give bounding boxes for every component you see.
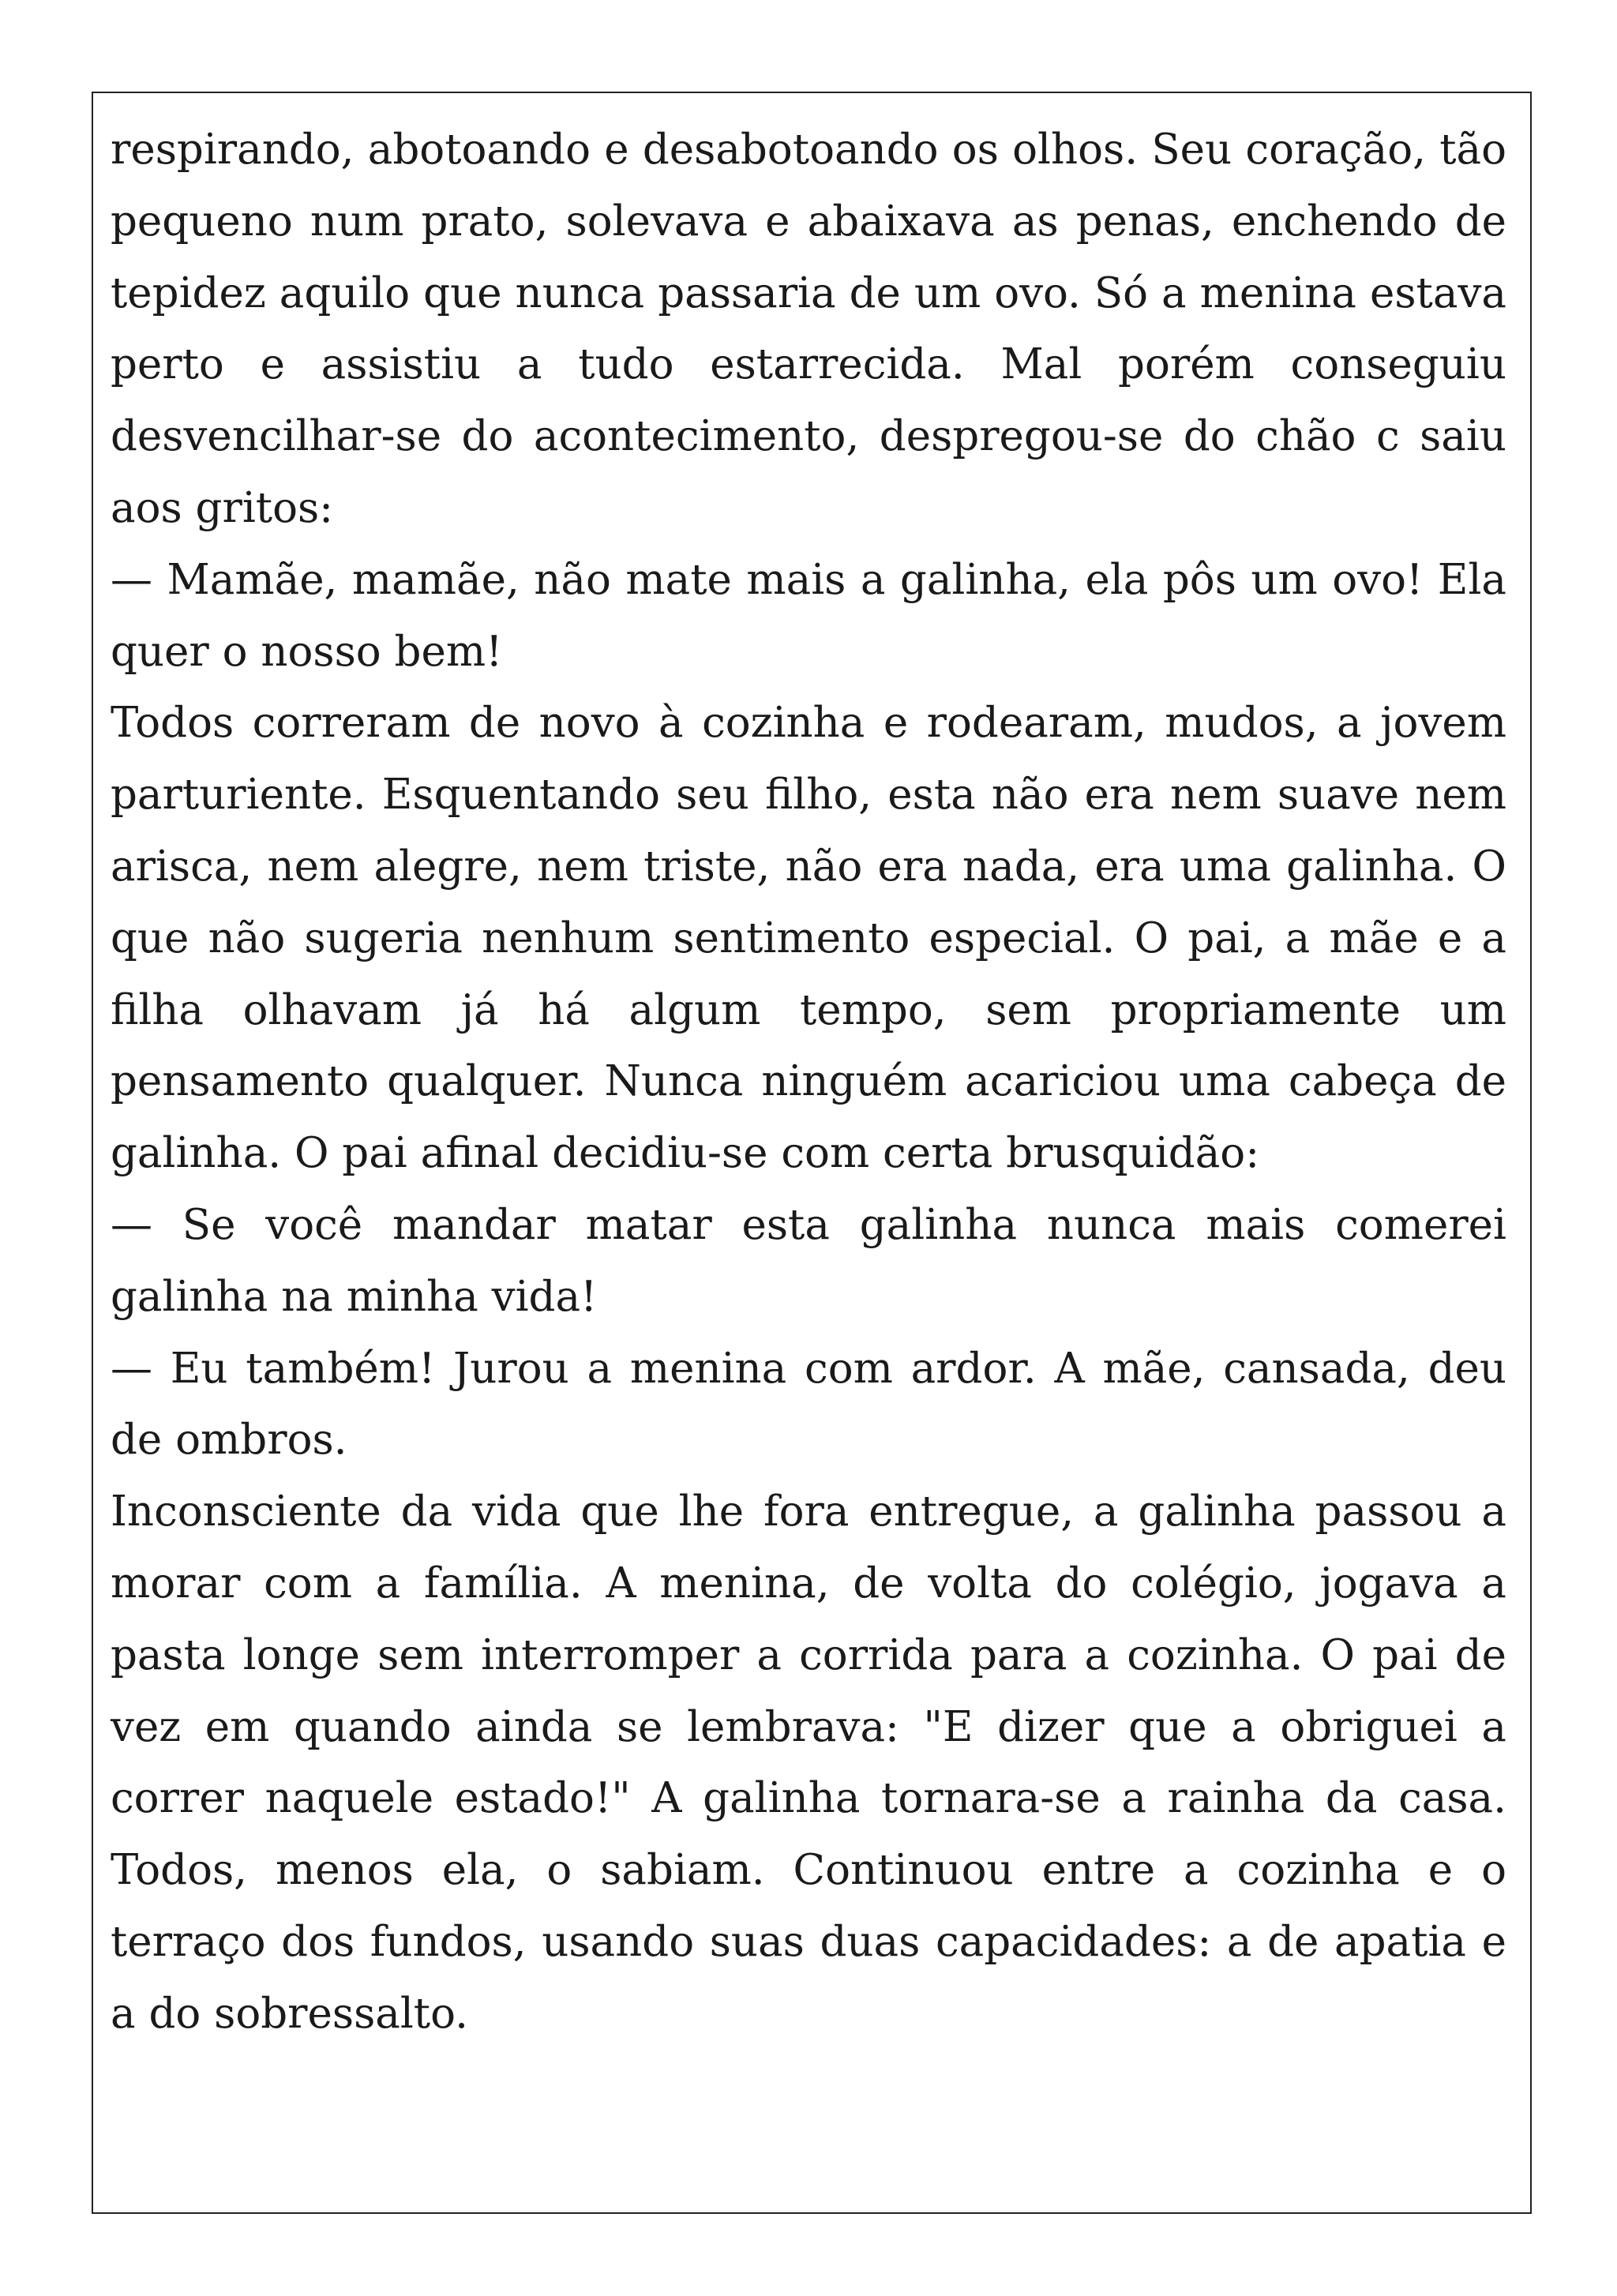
paragraph: — Eu também! Jurou a menina com ardor. A mãe, cansada, deu de ombros.	[111, 1344, 1506, 1465]
paragraph: — Mamãe, mamãe, não mate mais a galinha, ela pôs um ovo! Ela quer o nosso bem!	[111, 555, 1506, 676]
paragraph: Inconsciente da vida que lhe fora entregue, a galinha passou a morar com a família. A menina, de volta do colégio, jogava a pasta longe sem interromper a corrida para a cozinha. O pai de vez em quando ainda se lembrava: "E dizer que a obriguei a correr naquele estado!" A galinha tornara-se a rainha da casa. Todos, menos ela, o sabiam. Continuou entre a cozinha e o terraço dos fundos, usando suas duas capacidades: a de apatia e a do sobressalto.	[111, 1488, 1506, 2038]
paragraph: respirando, abotoando e desabotoando os olhos. Seu coração, tão pequeno num prato, solevava e abaixava as penas, enchendo de tepidez aquilo que nunca passaria de um ovo. Só a menina estava perto e assistiu a tudo estarrecida. Mal porém conseguiu desvencilhar-se do acontecimento, despregou-se do chão c saiu aos gritos:	[111, 126, 1506, 532]
body-text	[111, 114, 1506, 2050]
paragraph: — Se você mandar matar esta galinha nunca mais comerei galinha na minha vida!	[111, 1200, 1506, 1321]
paragraph: Todos correram de novo à cozinha e rodearam, mudos, a jovem parturiente. Esquentando seu filho, esta não era nem suave nem arisca, nem alegre, nem triste, não era nada, era uma galinha. O que não sugeria nenhum sentimento especial. O pai, a mãe e a filha olhavam já há algum tempo, sem propriamente um pensamento qualquer. Nunca ninguém acariciou uma cabeça de galinha. O pai afinal decidiu-se com certa brusquidão:	[111, 699, 1506, 1178]
